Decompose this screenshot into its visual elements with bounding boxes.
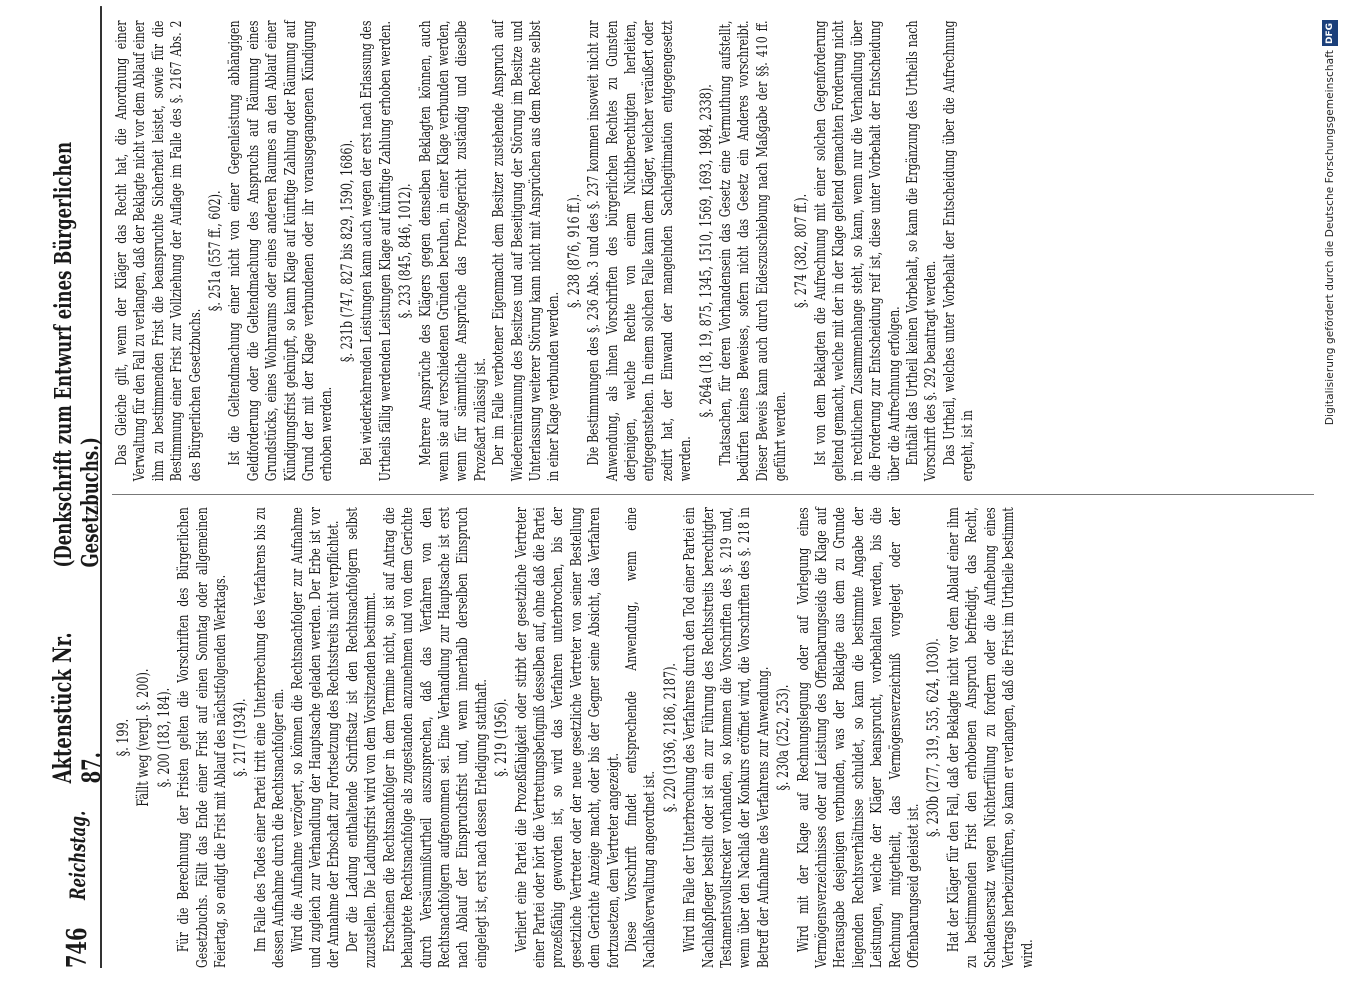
funding-note: Digitalisierung gefördert durch die Deutsche Forschungsgemeinschaft [1324,50,1336,426]
paragraph: Erscheinen die Rechtsnachfolger in dem Termine nicht, so ist auf Antrag die behauptete Rechtsnachfolge als zugestanden anzunehmen und von dem Gerichte durch Versäumnißurtheil auszusprechen, daß das Verfahren von den Rechtsnachfolgern aufgenommen sei. Eine Verhandlung zur Hauptsache ist erst nach Ablauf der Einspruchsfrist und, wenn innerhalb derselben Einspruch eingelegt ist, erst nach dessen Erledigung statthaft. [379,507,490,968]
paragraph: Im Falle des Todes einer Partei tritt eine Unterbrechung des Verfahrens bis zu dessen Aufnahme durch die Rechtsnachfolger ein. [250,507,288,968]
column-divider [112,494,1314,495]
paragraph: Verliert eine Partei die Prozeßfähigkeit oder stirbt der gesetzliche Vertreter einer Partei oder hört die Vertretungsbefugniß desselben auf, ohne daß die Partei prozeßfähig geworden ist, so wird das Verfahren unterbrochen, bis der gesetzliche Vertreter oder der neue gesetzliche Vertreter von seiner Bestellung dem Gerichte Anzeige macht, oder bis der Gegner seine Absicht, das Verfahren fortzusetzen, dem Vertreter angezeigt. [511,507,622,968]
paragraph: Diese Vorschrift findet entsprechende Anwendung, wenn eine Nachlaßverwaltung angeordnet ist. [621,507,659,968]
right-text-column [112,20,1314,481]
document-subtitle: (Denkschrift zum Entwurf eines Bürgerlichen Gesetzbuchs.) [50,141,104,568]
dfg-logo: DFG [1322,20,1338,46]
paragraph: Bei wiederkehrenden Leistungen kann auch wegen der erst nach Erlassung des Urtheils fällig werdenden Leistungen Klage auf künftige Zahlung erhoben werden. [357,20,394,482]
paragraph: Wird die Aufnahme verzögert, so können die Rechtsnachfolger zur Aufnahme und zugleich zur Verhandlung der Hauptsache geladen werden. Der Erbe ist vor der Annahme der Erbschaft zur Fortsetzung des Rechtsstreits nicht verpflichtet. [287,507,343,968]
paragraph: Für die Berechnung der Fristen gelten die Vorschriften des Bürgerlichen Gesetzbuchs. Fällt das Ende einer Frist auf einen Sonntag oder allgemeinen Feiertag, so endigt die Frist mit Ablauf des nächstfolgenden Werktags. [174,507,230,968]
section-heading: Fällt weg (vergl. §. 200). [134,668,153,807]
paragraph: Ist die Geltendmachung einer nicht von einer Gegenleistung abhängigen Geldforderung oder die Geltendmachung des Anspruchs auf Räumung eines Grundstücks, eines Wohnraums oder eines anderen Raumes an den Ablauf einer Kündigungsfrist geknüpft, so kann Klage auf künftige Zahlung oder Räumung auf Grund der mit der Klage verbundenen oder ihr vorausgegangenen Kündigung erhoben werden. [225,20,336,482]
side-note [1321,20,1341,980]
paragraph: Das Urtheil, welches unter Vorbehalt der Entscheidung über die Aufrechnung ergeht, ist in [939,20,977,482]
section-heading: §. 217 (1934). [231,698,250,777]
paragraph: Mehrere Ansprüche des Klägers gegen denselben Beklagten können, auch wenn sie auf verschiedenen Gründen beruhen, in einer Klage verbunden werden, wenn für sämmtliche Ansprüche das Prozeßgericht zuständig und dieselbe Prozeßart zulässig ist. [415,20,489,482]
paragraph: Enthält das Urtheil keinen Vorbehalt, so kann die Ergänzung des Urtheils nach Vorschrift des §. 292 beantragt werden. [903,20,940,482]
paragraph: Das Gleiche gilt, wenn der Kläger das Recht hat, die Anordnung einer Verwaltung für den Fall zu verlangen, daß der Beklagte nicht vor dem Ablauf einer ihm zu bestimmenden Frist die beanspruchte Sicherheit leistet, sowie für die Bestimmung einer Frist zur Vollziehung der Auflage im Falle des §. 2167 Abs. 2 des Bürgerlichen Gesetzbuchs. [112,20,204,482]
section-heading: §. 230b (277, 319, 535, 624, 1030). [924,638,943,838]
paragraph: Der im Falle verbotener Eigenmacht dem Besitzer zustehende Anspruch auf Wiedereinräumung des Besitzes und auf Beseitigung der Störung im Besitze und Unterlassung weiterer Störung kann nicht mit Ansprüchen aus dem Rechte selbst in einer Klage verbunden werden. [489,20,563,482]
page-number: 746 [61,927,93,968]
rotated-document-page [48,6,1314,968]
paragraph: Wird im Falle der Unterbrechung des Verfahrens durch den Tod einer Partei ein Nachlaßpfleger bestellt oder ist ein zur Führung des Rechtsstreits berechtigter Testamentsvollstrecker vorhanden, so kommen die Vorschriften des §. 219 und, wenn über den Nachlaß der Konkurs eröffnet wird, die Vorschriften des §. 218 in Betreff der Aufnahme des Verfahrens zur Anwendung. [680,507,772,968]
paragraph: Hat der Kläger für den Fall, daß der Beklagte nicht vor dem Ablauf einer ihm zu bestimmenden Frist den erhobenen Anspruch befriedigt, das Recht, Schadensersatz wegen Nichterfüllung zu fordern oder die Aufhebung eines Vertrags herbeizuführen, so kann er verlangen, daß die Frist im Urtheile bestimmt wird. [943,507,1036,968]
section-heading: §. 251a (557 ff., 602). [206,190,225,312]
paragraph: Wird mit der Klage auf Rechnungslegung oder auf Vorlegung eines Vermögensverzeichnisses oder auf Leistung des Offenbarungseids die Klage auf Herausgabe desjenigen verbunden, was der Beklagte aus dem zu Grunde liegenden Rechtsverhältnisse schuldet, so kann die bestimmte Angabe der Leistungen, welche der Kläger beansprucht, vorbehalten werden, bis die Rechnung mitgetheilt, das Vermögensverzeichniß vorgelegt oder der Offenbarungseid geleistet ist. [793,507,923,968]
section-heading: §. 199. [114,718,132,757]
section-heading: §. 220 (1936, 2186, 2187). [660,663,679,813]
paragraph: Die Bestimmungen des §. 236 Abs. 3 und des §. 237 kommen insoweit nicht zur Anwendung, als ihnen Vorschriften des bürgerlichen Rechtes zu Gunsten derjenigen, welche Rechte von einem Nichtberechtigten herleiten, entgegenstehen. In einem solchen Falle kann dem Kläger, welcher veräußert oder zedirt hat, der Einwand der mangelnden Sachlegitimation entgegengesetzt werden. [584,20,695,482]
paragraph: Thatsachen, für deren Vorhandensein das Gesetz eine Vermuthung aufstellt, bedürfen keines Beweises, sofern nicht das Gesetz ein Anderes vorschreibt. Dieser Beweis kann auch durch Eideszuschiebung nach Maßgabe der §§. 410 ff. geführt werden. [716,20,790,482]
section-heading: §. 238 (876, 916 ff.). [564,193,583,308]
page-header [48,6,106,968]
section-heading: §. 200 (183, 184). [154,687,173,788]
section-heading: §. 219 (1956). [492,698,511,777]
document-title: Aktenstück Nr. 87. [48,632,106,784]
section-heading: §. 264a (18, 19, 875, 1345, 1510, 1569, 1693, 1984, 2338). [696,84,715,418]
section-heading: §. 231b (747, 827 bis 829, 1590, 1686). [337,139,356,363]
section-heading: §. 230a (252, 253). [774,684,793,791]
left-text-column [112,507,1314,968]
section-heading: §. 274 (382, 807 ff.). [791,193,810,308]
paragraph: Der die Ladung enthaltende Schriftsatz ist den Rechtsnachfolgern selbst zuzustellen. Die Ladungsfrist wird von dem Vorsitzenden bestimmt. [342,507,380,968]
section-heading: §. 233 (845, 846, 1012). [396,183,415,319]
running-rubric: Reichstag. [64,810,90,901]
paragraph: Ist von dem Beklagten die Aufrechnung mit einer solchen Gegenforderung geltend gemacht, welche mit der in der Klage geltend gemachten Forderung nicht in rechtlichem Zusammenhange steht, so kann, wenn nur die Verhandlung über die Forderung zur Entscheidung reif ist, diese unter Vorbehalt der Entscheidung über die Aufrechnung erfolgen. [811,20,903,482]
